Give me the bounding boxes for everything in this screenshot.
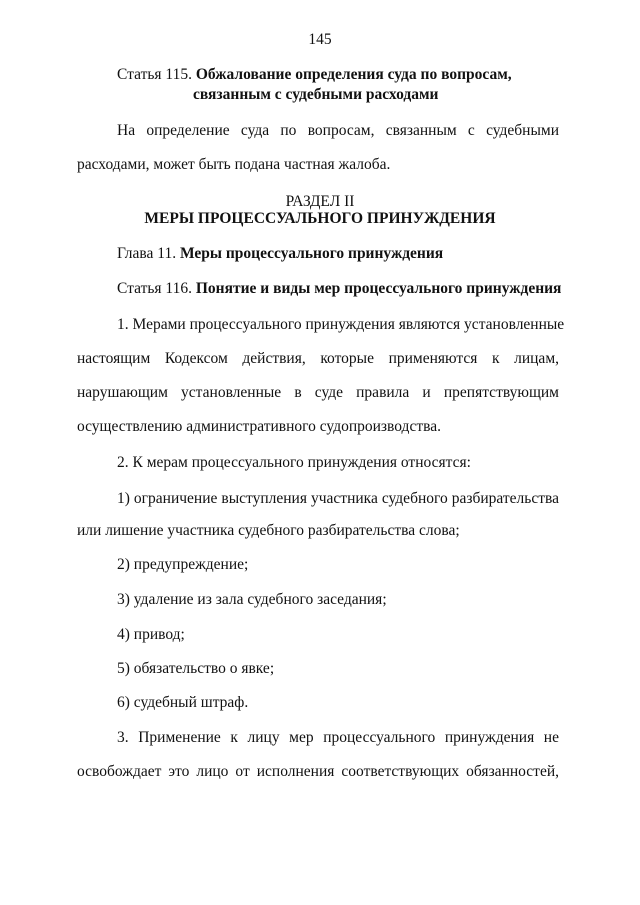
- article-116-title: Понятие и виды мер процессуального принуждения: [195, 280, 562, 297]
- list-item-5: 5) обязательство о явке;: [117, 660, 275, 677]
- list-item-1-line1: 1) ограничение выступления участника судебного разбирательства: [117, 490, 559, 507]
- art116-p3-line1: 3. Применение к лицу мер процессуального принуждения не: [117, 729, 559, 746]
- article-115-title-line2-wrap: [193, 86, 438, 104]
- list-item-2: 2) предупреждение;: [117, 556, 249, 573]
- list-item-6: 6) судебный штраф.: [117, 694, 249, 711]
- chapter-heading: [117, 245, 443, 263]
- list-item-1-line2: или лишение участника судебного разбирательства слова;: [77, 522, 460, 539]
- list-item-3: 3) удаление из зала судебного заседания;: [117, 591, 387, 608]
- article-115-prefix: Статья 115.: [117, 66, 192, 83]
- page-number: 145: [308, 31, 332, 48]
- section-label: РАЗДЕЛ II: [285, 193, 355, 210]
- art116-p1-line4: осуществлению административного судопроизводства.: [77, 418, 441, 435]
- section-title: МЕРЫ ПРОЦЕССУАЛЬНОГО ПРИНУЖДЕНИЯ: [144, 210, 496, 227]
- article-115-title-line2: связанным с судебными расходами: [193, 86, 439, 103]
- article-115-para-line1: На определение суда по вопросам, связанным с судебными: [117, 122, 559, 139]
- art116-p1-line1: 1. Мерами процессуального принуждения являются установленные: [117, 316, 565, 333]
- article-115-title-line1: Обжалование определения суда по вопросам,: [195, 66, 512, 83]
- art116-p1-line2: настоящим Кодексом действия, которые применяются к лицам,: [77, 350, 559, 367]
- article-116-heading: [117, 280, 561, 298]
- list-item-4: 4) привод;: [117, 626, 185, 643]
- chapter-title: Меры процессуального принуждения: [179, 245, 444, 262]
- art116-p3-line2: освобождает это лицо от исполнения соответствующих обязанностей,: [77, 763, 559, 780]
- chapter-prefix: Глава 11.: [117, 245, 177, 262]
- art116-p2: 2. К мерам процессуального принуждения относятся:: [117, 454, 471, 471]
- art116-p1-line3: нарушающим установленные в суде правила и препятствующим: [77, 384, 559, 401]
- article-115-heading: [117, 66, 512, 84]
- article-115-para-line2: расходами, может быть подана частная жалоба.: [77, 156, 391, 173]
- article-116-prefix: Статья 116.: [117, 280, 192, 297]
